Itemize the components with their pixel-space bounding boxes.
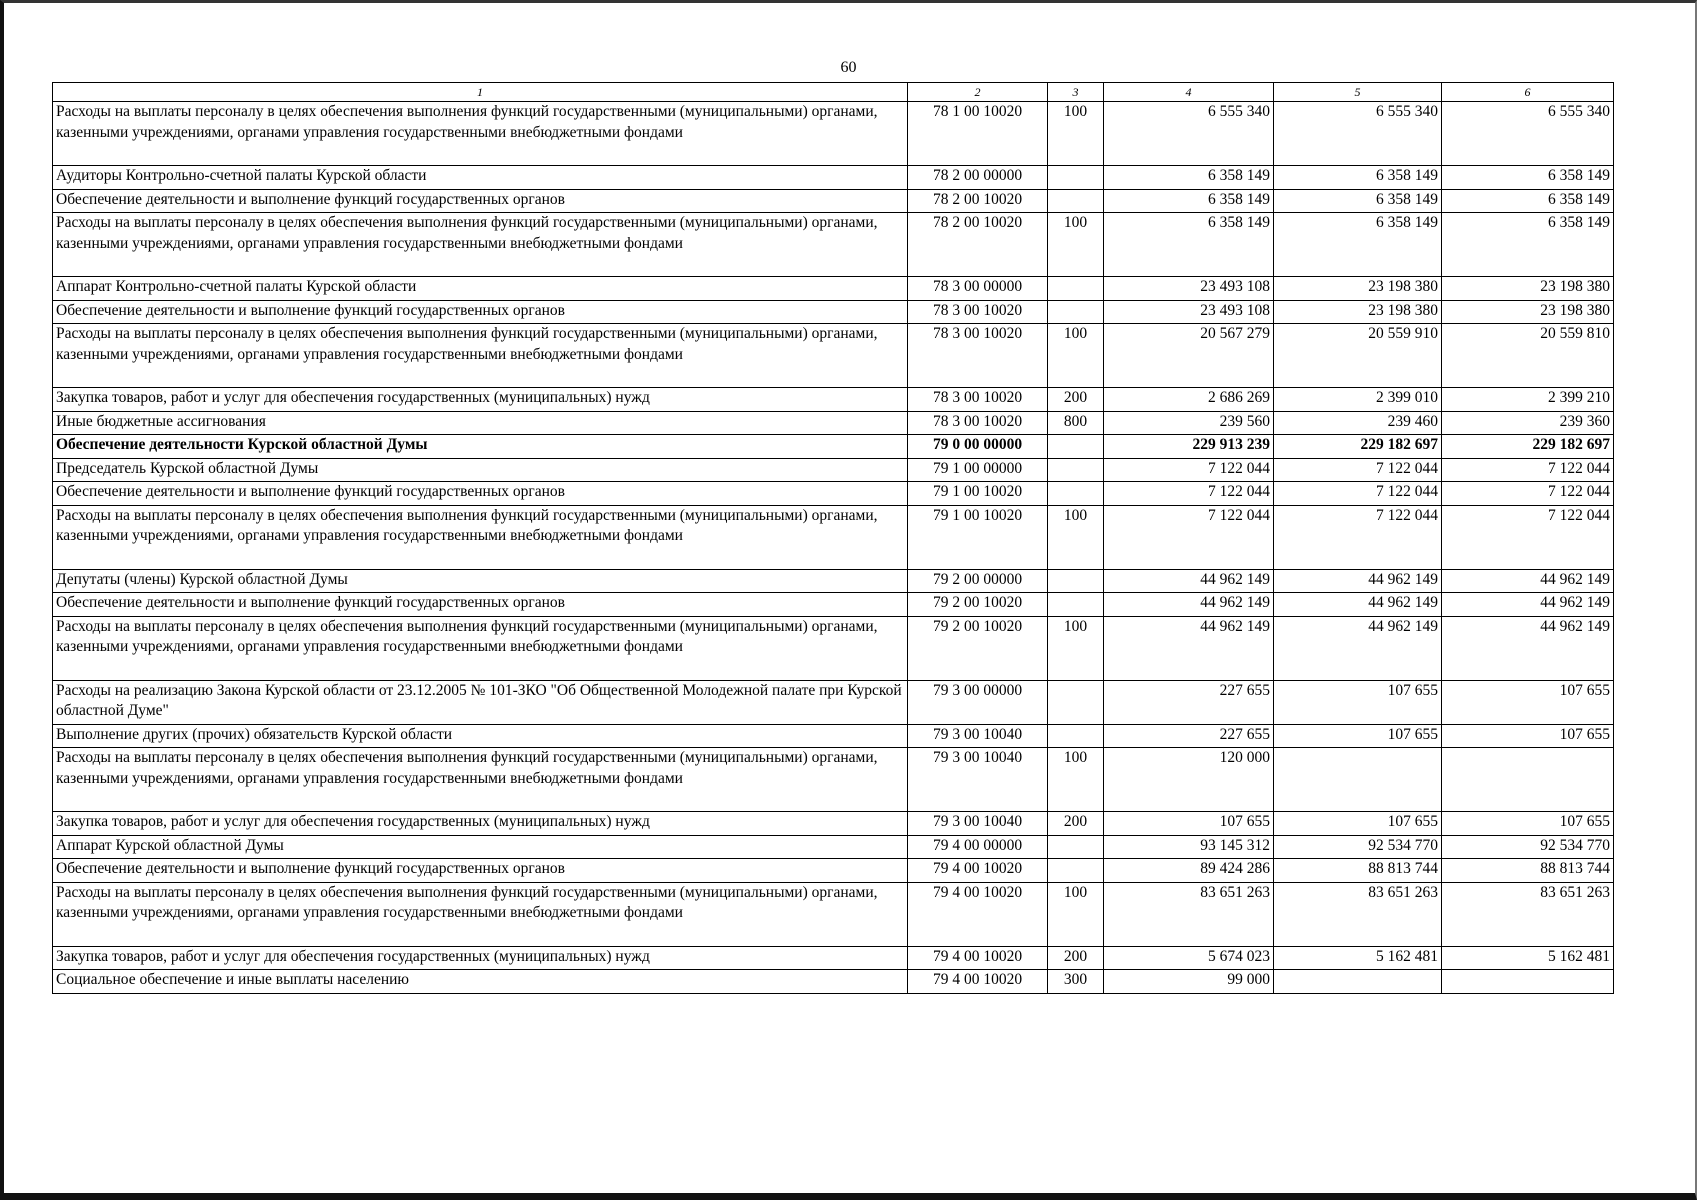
row-amount-col6: 7 122 044 <box>1442 458 1614 482</box>
row-amount-col5: 7 122 044 <box>1274 482 1442 506</box>
table-row <box>53 102 1614 166</box>
row-expense-type <box>1048 569 1104 593</box>
row-amount-col4: 227 655 <box>1104 680 1274 724</box>
table-row <box>53 324 1614 388</box>
row-name: Обеспечение деятельности и выполнение функций государственных органов <box>53 189 908 213</box>
row-amount-col4: 6 555 340 <box>1104 102 1274 166</box>
row-code: 79 0 00 00000 <box>908 435 1048 459</box>
row-amount-col6: 6 358 149 <box>1442 213 1614 277</box>
row-amount-col6 <box>1442 748 1614 812</box>
row-expense-type <box>1048 859 1104 883</box>
row-code: 78 3 00 10020 <box>908 324 1048 388</box>
row-name: Обеспечение деятельности и выполнение функций государственных органов <box>53 593 908 617</box>
table-row <box>53 593 1614 617</box>
row-amount-col5 <box>1274 748 1442 812</box>
row-name: Аппарат Контрольно-счетной палаты Курской области <box>53 277 908 301</box>
row-amount-col4: 6 358 149 <box>1104 189 1274 213</box>
row-code: 79 2 00 10020 <box>908 593 1048 617</box>
table-row <box>53 388 1614 412</box>
table-row <box>53 505 1614 569</box>
row-expense-type <box>1048 724 1104 748</box>
row-name: Обеспечение деятельности и выполнение функций государственных органов <box>53 859 908 883</box>
row-amount-col6: 83 651 263 <box>1442 882 1614 946</box>
row-amount-col6: 23 198 380 <box>1442 300 1614 324</box>
row-amount-col4: 93 145 312 <box>1104 835 1274 859</box>
row-code: 79 1 00 00000 <box>908 458 1048 482</box>
row-amount-col6: 92 534 770 <box>1442 835 1614 859</box>
row-amount-col5: 88 813 744 <box>1274 859 1442 883</box>
row-name: Закупка товаров, работ и услуг для обеспечения государственных (муниципальных) нужд <box>53 946 908 970</box>
row-amount-col5: 7 122 044 <box>1274 505 1442 569</box>
row-amount-col4: 20 567 279 <box>1104 324 1274 388</box>
row-code: 78 2 00 10020 <box>908 213 1048 277</box>
row-name: Выполнение других (прочих) обязательств Курской области <box>53 724 908 748</box>
row-amount-col6: 6 555 340 <box>1442 102 1614 166</box>
row-name: Расходы на реализацию Закона Курской области от 23.12.2005 № 101-ЗКО "Об Общественной Молодежной палате при Курской областной Думе" <box>53 680 908 724</box>
row-amount-col6: 6 358 149 <box>1442 189 1614 213</box>
row-code: 79 4 00 10020 <box>908 970 1048 994</box>
table-row <box>53 616 1614 680</box>
table-row <box>53 859 1614 883</box>
row-amount-col5: 92 534 770 <box>1274 835 1442 859</box>
row-name: Закупка товаров, работ и услуг для обеспечения государственных (муниципальных) нужд <box>53 812 908 836</box>
row-amount-col4: 6 358 149 <box>1104 166 1274 190</box>
row-amount-col4: 2 686 269 <box>1104 388 1274 412</box>
row-amount-col5: 107 655 <box>1274 812 1442 836</box>
column-header-1: 1 <box>53 83 908 102</box>
row-expense-type: 100 <box>1048 213 1104 277</box>
row-amount-col6: 2 399 210 <box>1442 388 1614 412</box>
row-expense-type <box>1048 435 1104 459</box>
row-amount-col5: 44 962 149 <box>1274 569 1442 593</box>
row-amount-col5: 20 559 910 <box>1274 324 1442 388</box>
row-expense-type: 100 <box>1048 324 1104 388</box>
row-amount-col4: 44 962 149 <box>1104 593 1274 617</box>
row-code: 78 3 00 10020 <box>908 411 1048 435</box>
row-name: Обеспечение деятельности и выполнение функций государственных органов <box>53 482 908 506</box>
row-expense-type: 800 <box>1048 411 1104 435</box>
column-header-2: 2 <box>908 83 1048 102</box>
row-amount-col4: 89 424 286 <box>1104 859 1274 883</box>
row-amount-col6: 107 655 <box>1442 680 1614 724</box>
row-amount-col5: 7 122 044 <box>1274 458 1442 482</box>
row-amount-col6: 5 162 481 <box>1442 946 1614 970</box>
row-amount-col6: 229 182 697 <box>1442 435 1614 459</box>
row-code: 79 1 00 10020 <box>908 482 1048 506</box>
table-row <box>53 166 1614 190</box>
row-name: Социальное обеспечение и иные выплаты населению <box>53 970 908 994</box>
row-code: 79 2 00 00000 <box>908 569 1048 593</box>
row-name: Закупка товаров, работ и услуг для обеспечения государственных (муниципальных) нужд <box>53 388 908 412</box>
row-amount-col4: 239 560 <box>1104 411 1274 435</box>
row-name: Председатель Курской областной Думы <box>53 458 908 482</box>
row-amount-col6: 44 962 149 <box>1442 593 1614 617</box>
row-expense-type: 300 <box>1048 970 1104 994</box>
row-expense-type <box>1048 189 1104 213</box>
row-code: 78 3 00 00000 <box>908 277 1048 301</box>
row-amount-col5: 5 162 481 <box>1274 946 1442 970</box>
table-header-row <box>53 83 1614 102</box>
row-amount-col5: 83 651 263 <box>1274 882 1442 946</box>
row-code: 79 1 00 10020 <box>908 505 1048 569</box>
row-amount-col5: 2 399 010 <box>1274 388 1442 412</box>
table-row <box>53 458 1614 482</box>
row-code: 78 1 00 10020 <box>908 102 1048 166</box>
table-row <box>53 300 1614 324</box>
table-row <box>53 970 1614 994</box>
row-amount-col5: 44 962 149 <box>1274 616 1442 680</box>
row-amount-col6: 23 198 380 <box>1442 277 1614 301</box>
row-name: Расходы на выплаты персоналу в целях обеспечения выполнения функций государственными (муниципальными) органами, казенными учреждениями, органами управления государственными внебюджетными фондами <box>53 616 908 680</box>
row-code: 78 3 00 10020 <box>908 388 1048 412</box>
row-amount-col6: 7 122 044 <box>1442 482 1614 506</box>
row-amount-col5: 23 198 380 <box>1274 277 1442 301</box>
row-expense-type <box>1048 458 1104 482</box>
row-amount-col6: 107 655 <box>1442 724 1614 748</box>
row-expense-type <box>1048 277 1104 301</box>
row-expense-type: 100 <box>1048 882 1104 946</box>
column-header-6: 6 <box>1442 83 1614 102</box>
row-amount-col4: 107 655 <box>1104 812 1274 836</box>
row-amount-col4: 227 655 <box>1104 724 1274 748</box>
row-code: 78 3 00 10020 <box>908 300 1048 324</box>
table-row <box>53 569 1614 593</box>
row-amount-col4: 44 962 149 <box>1104 616 1274 680</box>
row-amount-col5: 107 655 <box>1274 724 1442 748</box>
row-amount-col4: 23 493 108 <box>1104 277 1274 301</box>
row-amount-col6: 6 358 149 <box>1442 166 1614 190</box>
row-expense-type <box>1048 680 1104 724</box>
row-expense-type <box>1048 166 1104 190</box>
row-amount-col4: 99 000 <box>1104 970 1274 994</box>
row-amount-col4: 7 122 044 <box>1104 482 1274 506</box>
row-amount-col5: 239 460 <box>1274 411 1442 435</box>
row-amount-col5: 6 358 149 <box>1274 189 1442 213</box>
row-code: 79 4 00 00000 <box>908 835 1048 859</box>
row-expense-type: 100 <box>1048 616 1104 680</box>
column-header-3: 3 <box>1048 83 1104 102</box>
row-expense-type: 200 <box>1048 946 1104 970</box>
row-amount-col4: 23 493 108 <box>1104 300 1274 324</box>
row-expense-type: 100 <box>1048 748 1104 812</box>
row-name: Расходы на выплаты персоналу в целях обеспечения выполнения функций государственными (муниципальными) органами, казенными учреждениями, органами управления государственными внебюджетными фондами <box>53 213 908 277</box>
row-amount-col6 <box>1442 970 1614 994</box>
row-amount-col5 <box>1274 970 1442 994</box>
table-row <box>53 835 1614 859</box>
row-name: Аудиторы Контрольно-счетной палаты Курской области <box>53 166 908 190</box>
table-row <box>53 213 1614 277</box>
row-amount-col5: 6 555 340 <box>1274 102 1442 166</box>
row-amount-col4: 5 674 023 <box>1104 946 1274 970</box>
row-code: 79 4 00 10020 <box>908 946 1048 970</box>
row-code: 78 2 00 00000 <box>908 166 1048 190</box>
row-expense-type <box>1048 482 1104 506</box>
row-name: Аппарат Курской областной Думы <box>53 835 908 859</box>
row-code: 79 2 00 10020 <box>908 616 1048 680</box>
row-amount-col5: 23 198 380 <box>1274 300 1442 324</box>
row-expense-type: 200 <box>1048 812 1104 836</box>
row-name: Иные бюджетные ассигнования <box>53 411 908 435</box>
row-name: Расходы на выплаты персоналу в целях обеспечения выполнения функций государственными (муниципальными) органами, казенными учреждениями, органами управления государственными внебюджетными фондами <box>53 505 908 569</box>
row-code: 79 3 00 10040 <box>908 724 1048 748</box>
table-row <box>53 189 1614 213</box>
table-row <box>53 748 1614 812</box>
table-row <box>53 946 1614 970</box>
row-amount-col4: 44 962 149 <box>1104 569 1274 593</box>
table-row <box>53 411 1614 435</box>
row-amount-col5: 229 182 697 <box>1274 435 1442 459</box>
row-name: Обеспечение деятельности и выполнение функций государственных органов <box>53 300 908 324</box>
row-amount-col6: 88 813 744 <box>1442 859 1614 883</box>
row-amount-col4: 6 358 149 <box>1104 213 1274 277</box>
table-row <box>53 724 1614 748</box>
row-name: Депутаты (члены) Курской областной Думы <box>53 569 908 593</box>
budget-table <box>52 82 1614 994</box>
row-expense-type: 100 <box>1048 505 1104 569</box>
row-code: 79 3 00 10040 <box>908 748 1048 812</box>
row-amount-col5: 6 358 149 <box>1274 166 1442 190</box>
row-code: 79 3 00 10040 <box>908 812 1048 836</box>
row-code: 79 4 00 10020 <box>908 859 1048 883</box>
row-name: Расходы на выплаты персоналу в целях обеспечения выполнения функций государственными (муниципальными) органами, казенными учреждениями, органами управления государственными внебюджетными фондами <box>53 882 908 946</box>
table-row <box>53 812 1614 836</box>
column-header-5: 5 <box>1274 83 1442 102</box>
row-amount-col4: 7 122 044 <box>1104 458 1274 482</box>
row-code: 78 2 00 10020 <box>908 189 1048 213</box>
row-amount-col4: 7 122 044 <box>1104 505 1274 569</box>
table-row <box>53 277 1614 301</box>
row-code: 79 3 00 00000 <box>908 680 1048 724</box>
row-name: Расходы на выплаты персоналу в целях обеспечения выполнения функций государственными (муниципальными) органами, казенными учреждениями, органами управления государственными внебюджетными фондами <box>53 324 908 388</box>
row-name: Обеспечение деятельности Курской областной Думы <box>53 435 908 459</box>
row-amount-col6: 239 360 <box>1442 411 1614 435</box>
row-amount-col6: 107 655 <box>1442 812 1614 836</box>
table-row <box>53 435 1614 459</box>
row-expense-type: 100 <box>1048 102 1104 166</box>
page-number: 60 <box>840 59 857 76</box>
table-row <box>53 482 1614 506</box>
column-header-4: 4 <box>1104 83 1274 102</box>
row-amount-col5: 107 655 <box>1274 680 1442 724</box>
row-name: Расходы на выплаты персоналу в целях обеспечения выполнения функций государственными (муниципальными) органами, казенными учреждениями, органами управления государственными внебюджетными фондами <box>53 748 908 812</box>
row-name: Расходы на выплаты персоналу в целях обеспечения выполнения функций государственными (муниципальными) органами, казенными учреждениями, органами управления государственными внебюджетными фондами <box>53 102 908 166</box>
row-amount-col5: 44 962 149 <box>1274 593 1442 617</box>
table-row <box>53 882 1614 946</box>
row-expense-type <box>1048 593 1104 617</box>
row-amount-col5: 6 358 149 <box>1274 213 1442 277</box>
row-amount-col6: 7 122 044 <box>1442 505 1614 569</box>
row-expense-type <box>1048 835 1104 859</box>
row-expense-type <box>1048 300 1104 324</box>
row-amount-col6: 44 962 149 <box>1442 616 1614 680</box>
row-amount-col6: 20 559 810 <box>1442 324 1614 388</box>
table-row <box>53 680 1614 724</box>
row-amount-col6: 44 962 149 <box>1442 569 1614 593</box>
row-amount-col4: 229 913 239 <box>1104 435 1274 459</box>
row-code: 79 4 00 10020 <box>908 882 1048 946</box>
table-body <box>53 102 1614 994</box>
row-amount-col4: 120 000 <box>1104 748 1274 812</box>
row-amount-col4: 83 651 263 <box>1104 882 1274 946</box>
row-expense-type: 200 <box>1048 388 1104 412</box>
